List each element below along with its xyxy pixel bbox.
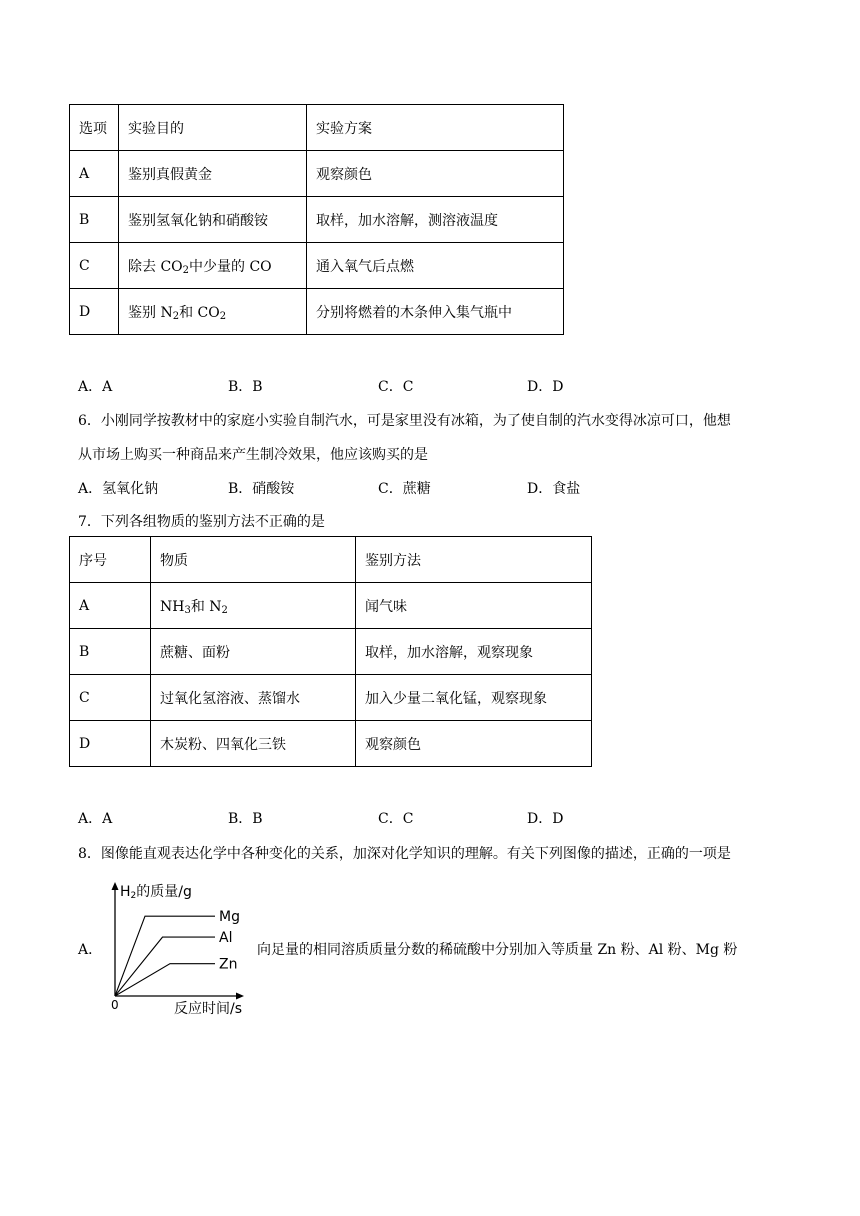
q6-stem-line2: 从市场上购买一种商品来产生制冷效果，他应该购买的是: [78, 447, 428, 463]
table-row: [70, 197, 564, 243]
row-purpose: 鉴别真假黄金: [119, 151, 307, 197]
y-axis-arrow: [112, 882, 119, 890]
q8-chart: [100, 876, 250, 1018]
option-d: D．食盐: [527, 481, 581, 497]
option-c: C．C: [378, 811, 414, 827]
row-substance: 木炭粉、四氧化三铁: [151, 721, 356, 767]
table-row: [70, 151, 564, 197]
row-no: D: [70, 721, 151, 767]
x-axis-arrow: [236, 993, 244, 1000]
row-plan: 通入氧气后点燃: [307, 243, 564, 289]
table-row: [70, 289, 564, 335]
row-substance: 蔗糖、面粉: [151, 629, 356, 675]
table-header-row: [70, 105, 564, 151]
q7-options: [78, 808, 798, 828]
option-b: B．硝酸铵: [228, 481, 295, 497]
option-b: B．B: [228, 379, 263, 395]
q6-stem-line1: 6．小刚同学按教材中的家庭小实验自制汽水，可是家里没有冰箱，为了使自制的汽水变得冰凉可口，他想: [78, 413, 731, 429]
q7-stem: 7．下列各组物质的鉴别方法不正确的是: [78, 514, 325, 530]
y-axis-label: H2的质量/g: [120, 884, 192, 901]
option-a: A．氢氧化钠: [78, 481, 159, 497]
origin-label: 0: [111, 998, 119, 1012]
option-c: C．C: [378, 379, 414, 395]
option-d: D．D: [527, 811, 564, 827]
series-label-al: Al: [219, 930, 233, 947]
row-plan: 观察颜色: [307, 151, 564, 197]
option-b: B．B: [228, 811, 263, 827]
row-method: 加入少量二氧化锰，观察现象: [356, 675, 592, 721]
table-row: [70, 583, 592, 629]
row-method: 观察颜色: [356, 721, 592, 767]
series-line-zn: [115, 964, 215, 996]
row-no: A: [70, 583, 151, 629]
q6-options: [78, 478, 798, 498]
q7-table: [69, 536, 592, 767]
row-method: 闻气味: [356, 583, 592, 629]
chart-series: [115, 909, 240, 996]
row-purpose: 鉴别 $N_2$和 $CO_2$: [119, 289, 307, 335]
q5-options: [78, 376, 798, 396]
header-purpose: 实验目的: [119, 105, 307, 151]
x-axis-label: 反应时间/s: [174, 1001, 243, 1017]
header-option: 选项: [70, 105, 119, 151]
series-label-mg: Mg: [219, 909, 240, 926]
row-purpose: 鉴别氢氧化钠和硝酸铵: [119, 197, 307, 243]
q8-stem: 8．图像能直观表达化学中各种变化的关系，加深对化学知识的理解。有关下列图像的描述，正确的一项是: [78, 846, 731, 862]
option-a: A．A: [78, 379, 113, 395]
row-plan: 分别将燃着的木条伸入集气瓶中: [307, 289, 564, 335]
q8-option-a-label: A．: [78, 942, 103, 958]
row-substance: $NH_3$和 $N_2$: [151, 583, 356, 629]
header-no: 序号: [70, 537, 151, 583]
table-row: [70, 675, 592, 721]
row-option: D: [70, 289, 119, 335]
table-row: [70, 243, 564, 289]
row-purpose: 除去 $CO_2$中少量的 CO: [119, 243, 307, 289]
row-option: C: [70, 243, 119, 289]
table-header-row: [70, 537, 592, 583]
header-plan: 实验方案: [307, 105, 564, 151]
header-method: 鉴别方法: [356, 537, 592, 583]
row-no: C: [70, 675, 151, 721]
option-a: A．A: [78, 811, 113, 827]
row-no: B: [70, 629, 151, 675]
series-line-mg: [115, 916, 215, 996]
header-substance: 物质: [151, 537, 356, 583]
option-d: D．D: [527, 379, 564, 395]
series-label-zn: Zn: [219, 956, 238, 973]
row-method: 取样，加水溶解，观察现象: [356, 629, 592, 675]
q5-table: [69, 104, 564, 335]
row-option: B: [70, 197, 119, 243]
row-substance: 过氧化氢溶液、蒸馏水: [151, 675, 356, 721]
row-option: A: [70, 151, 119, 197]
row-plan: 取样，加水溶解，测溶液温度: [307, 197, 564, 243]
table-row: [70, 721, 592, 767]
table-row: [70, 629, 592, 675]
q8-option-a-text: 向足量的相同溶质质量分数的稀硫酸中分别加入等质量 Zn 粉、Al 粉、Mg 粉: [257, 942, 738, 958]
option-c: C．蔗糖: [378, 481, 431, 497]
